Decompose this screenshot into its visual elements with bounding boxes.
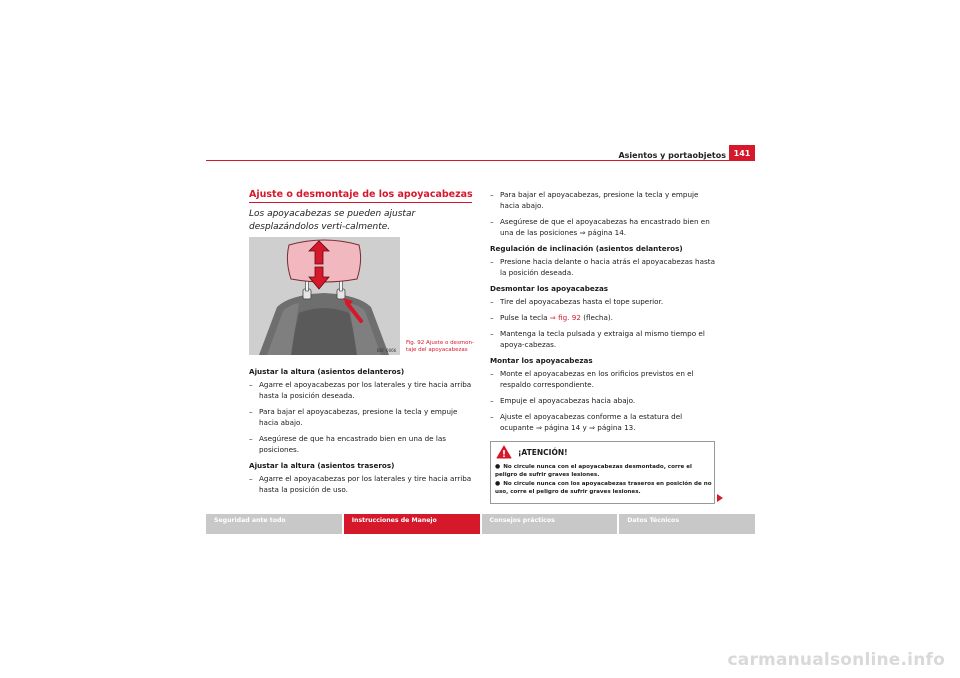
figure-reference-link[interactable]: ⇒ fig. 92 — [549, 313, 581, 322]
section-title-underline — [249, 202, 472, 203]
tab-instrucciones[interactable]: Instrucciones de Manejo — [344, 514, 480, 534]
list-item: – Agarre el apoyacabezas por los laterales y tire hacia arriba hasta la posición de uso. — [249, 473, 475, 495]
tab-datos[interactable]: Datos Técnicos — [619, 514, 755, 534]
warning-body — [495, 463, 713, 497]
warning-box — [490, 441, 715, 504]
list-item: – Tire del apoyacabezas hasta el tope superior. — [490, 296, 716, 307]
left-column — [249, 366, 475, 500]
warning-title: ¡ATENCIÓN! — [518, 448, 568, 457]
heading-remove: Desmontar los apoyacabezas — [490, 284, 609, 293]
list-item — [490, 312, 716, 323]
list-item: – Mantenga la tecla pulsada y extraiga al mismo tiempo el apoya-cabezas. — [490, 328, 716, 350]
list-item: – Asegúrese de que el apoyacabezas ha encastrado bien en una de las posiciones ⇒ página 14. — [490, 216, 716, 238]
list-item: – Presione hacia delante o hacia atrás el apoyacabezas hasta la posición deseada. — [490, 256, 716, 278]
heading-height-rear: Ajustar la altura (asientos traseros) — [249, 461, 395, 470]
warning-item — [495, 463, 713, 479]
warning-item-text: No circule nunca con los apoyacabezas traseros en posición de no uso, corre el peligro de sufrir graves lesiones. — [495, 481, 712, 495]
figure-caption: Fig. 92 Ajuste o desmon-taje del apoyacabezas — [406, 340, 475, 353]
list-item: – Asegúrese de que ha encastrado bien en una de las posiciones. — [249, 433, 475, 455]
list-item: – Para bajar el apoyacabezas, presione la tecla y empuje hacia abajo. — [249, 406, 475, 428]
bullet-icon: ● — [495, 463, 501, 470]
bullet-icon: ● — [495, 480, 501, 487]
right-column — [490, 189, 716, 438]
list-item: – Monte el apoyacabezas en los orificios previstos en el respaldo correspondiente. — [490, 368, 716, 390]
warning-triangle-icon — [496, 445, 512, 459]
list-item: – Para bajar el apoyacabezas, presione la tecla y empuje hacia abajo. — [490, 189, 716, 211]
header-divider — [206, 160, 755, 161]
continue-arrow-icon — [717, 494, 723, 502]
list-item-text: Pulse la tecla — [500, 313, 550, 322]
headrest-illustration — [249, 237, 400, 355]
warning-item — [495, 480, 713, 496]
heading-install: Montar los apoyacabezas — [490, 356, 593, 365]
figure-code: B5F-0066 — [377, 348, 397, 353]
section-title: Ajuste o desmontaje de los apoyacabezas — [249, 189, 473, 200]
list-item: – Ajuste el apoyacabezas conforme a la estatura del ocupante ⇒ página 14 y ⇒ página 13. — [490, 411, 716, 433]
heading-inclination: Regulación de inclinación (asientos delanteros) — [490, 244, 683, 253]
list-item: – Agarre el apoyacabezas por los laterales y tire hacia arriba hasta la posición deseada. — [249, 379, 475, 401]
heading-height-front: Ajustar la altura (asientos delanteros) — [249, 367, 405, 376]
warning-item-text: No circule nunca con el apoyacabezas desmontado, corre el peligro de sufrir graves lesiones. — [495, 464, 692, 478]
footer-nav — [206, 514, 755, 534]
watermark-text: carmanualsonline.info — [727, 650, 945, 670]
tab-consejos[interactable]: Consejos prácticos — [482, 514, 618, 534]
running-header-title: Asientos y portaobjetos — [618, 151, 726, 160]
page-number-badge: 141 — [729, 145, 755, 161]
list-item: – Empuje el apoyacabezas hacia abajo. — [490, 395, 716, 406]
tab-seguridad[interactable]: Seguridad ante todo — [206, 514, 342, 534]
list-item-text: (flecha). — [580, 313, 613, 322]
headrest-figure — [249, 237, 400, 355]
warning-header — [491, 442, 714, 462]
section-lead: Los apoyacabezas se pueden ajustar desplazándolos verti-calmente. — [249, 209, 416, 232]
